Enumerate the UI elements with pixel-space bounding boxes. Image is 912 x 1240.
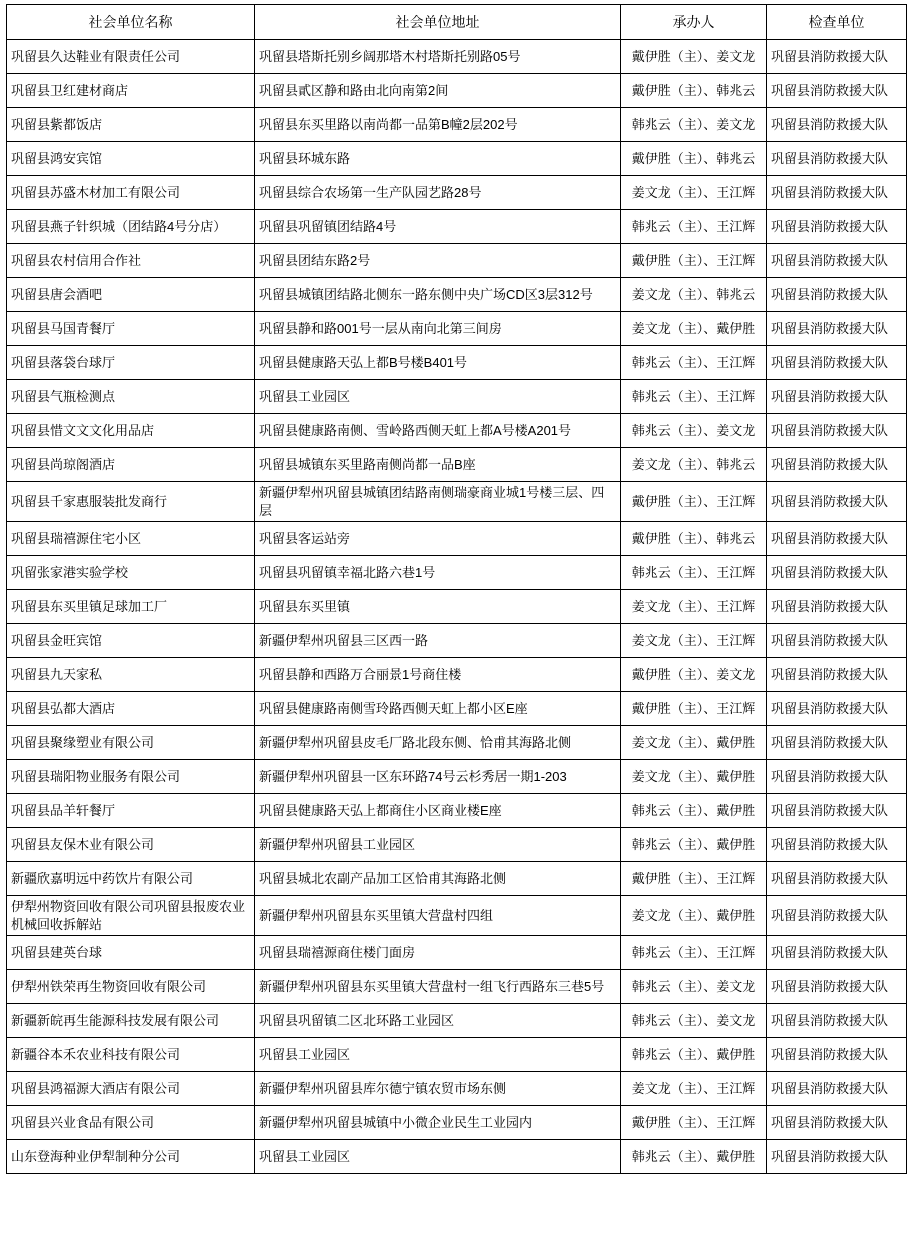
- cell-unit-address: 巩留县东买里镇: [255, 590, 621, 624]
- column-header-unit-name: 社会单位名称: [7, 5, 255, 40]
- cell-unit-address: 新疆伊犁州巩留县皮毛厂路北段东侧、恰甫其海路北侧: [255, 726, 621, 760]
- cell-handler: 姜文龙（主）、王江辉: [621, 1072, 767, 1106]
- cell-unit-address: 新疆伊犁州巩留县工业园区: [255, 828, 621, 862]
- cell-unit-address: 巩留县健康路天弘上都商住小区商业楼E座: [255, 794, 621, 828]
- table-row: [7, 74, 907, 108]
- table-row: [7, 522, 907, 556]
- inspection-units-table: [6, 4, 907, 1174]
- cell-inspection-unit: 巩留县消防救援大队: [767, 556, 907, 590]
- cell-unit-name: 巩留县卫红建材商店: [7, 74, 255, 108]
- cell-handler: 姜文龙（主）、王江辉: [621, 176, 767, 210]
- cell-unit-name: 巩留县瑞禧源住宅小区: [7, 522, 255, 556]
- table-header: [7, 5, 907, 40]
- cell-inspection-unit: 巩留县消防救援大队: [767, 1072, 907, 1106]
- cell-unit-name: 巩留张家港实验学校: [7, 556, 255, 590]
- cell-unit-name: 巩留县兴业食品有限公司: [7, 1106, 255, 1140]
- cell-inspection-unit: 巩留县消防救援大队: [767, 1004, 907, 1038]
- cell-handler: 韩兆云（主）、王江辉: [621, 936, 767, 970]
- table-row: [7, 380, 907, 414]
- cell-handler: 戴伊胜（主）、姜文龙: [621, 658, 767, 692]
- cell-inspection-unit: 巩留县消防救援大队: [767, 108, 907, 142]
- table-row: [7, 896, 907, 936]
- cell-unit-address: 巩留县东买里路以南尚都一品第B幢2层202号: [255, 108, 621, 142]
- table-row: [7, 40, 907, 74]
- cell-unit-address: 巩留县工业园区: [255, 1140, 621, 1174]
- cell-handler: 戴伊胜（主）、韩兆云: [621, 74, 767, 108]
- cell-handler: 韩兆云（主）、姜文龙: [621, 970, 767, 1004]
- cell-handler: 韩兆云（主）、王江辉: [621, 210, 767, 244]
- cell-unit-address: 巩留县工业园区: [255, 1038, 621, 1072]
- cell-unit-name: 巩留县落袋台球厅: [7, 346, 255, 380]
- cell-unit-address: 巩留县客运站旁: [255, 522, 621, 556]
- table-row: [7, 794, 907, 828]
- cell-handler: 戴伊胜（主）、王江辉: [621, 862, 767, 896]
- cell-inspection-unit: 巩留县消防救援大队: [767, 522, 907, 556]
- cell-unit-name: 巩留县建英台球: [7, 936, 255, 970]
- table-row: [7, 482, 907, 522]
- cell-unit-name: 巩留县鸿福源大酒店有限公司: [7, 1072, 255, 1106]
- table-row: [7, 828, 907, 862]
- cell-unit-address: 新疆伊犁州巩留县东买里镇大营盘村四组: [255, 896, 621, 936]
- cell-handler: 韩兆云（主）、王江辉: [621, 556, 767, 590]
- cell-inspection-unit: 巩留县消防救援大队: [767, 970, 907, 1004]
- cell-unit-address: 新疆伊犁州巩留县城镇团结路南侧瑞豪商业城1号楼三层、四层: [255, 482, 621, 522]
- cell-unit-name: 巩留县瑞阳物业服务有限公司: [7, 760, 255, 794]
- cell-unit-address: 新疆伊犁州巩留县东买里镇大营盘村一组飞行西路东三巷5号: [255, 970, 621, 1004]
- table-row: [7, 1140, 907, 1174]
- table-row: [7, 726, 907, 760]
- table-row: [7, 1038, 907, 1072]
- cell-unit-name: 巩留县九天家私: [7, 658, 255, 692]
- cell-unit-address: 巩留县健康路南侧、雪岭路西侧天虹上都A号楼A201号: [255, 414, 621, 448]
- table-row: [7, 176, 907, 210]
- cell-unit-address: 巩留县貳区静和路由北向南第2间: [255, 74, 621, 108]
- table-row: [7, 244, 907, 278]
- table-row: [7, 108, 907, 142]
- cell-unit-name: 巩留县燕子针织城（团结路4号分店）: [7, 210, 255, 244]
- cell-unit-address: 巩留县静和路001号一层从南向北第三间房: [255, 312, 621, 346]
- table-row: [7, 658, 907, 692]
- cell-unit-name: 巩留县品羊轩餐厅: [7, 794, 255, 828]
- cell-unit-address: 新疆伊犁州巩留县一区东环路74号云杉秀居一期1-203: [255, 760, 621, 794]
- cell-unit-address: 巩留县城镇东买里路南侧尚都一品B座: [255, 448, 621, 482]
- cell-handler: 姜文龙（主）、王江辉: [621, 590, 767, 624]
- cell-unit-name: 巩留县东买里镇足球加工厂: [7, 590, 255, 624]
- table-header-row: [7, 5, 907, 40]
- cell-inspection-unit: 巩留县消防救援大队: [767, 176, 907, 210]
- cell-handler: 姜文龙（主）、戴伊胜: [621, 312, 767, 346]
- cell-unit-name: 新疆新皖再生能源科技发展有限公司: [7, 1004, 255, 1038]
- cell-inspection-unit: 巩留县消防救援大队: [767, 40, 907, 74]
- table-row: [7, 970, 907, 1004]
- cell-unit-address: 巩留县综合农场第一生产队园艺路28号: [255, 176, 621, 210]
- cell-inspection-unit: 巩留县消防救援大队: [767, 448, 907, 482]
- cell-handler: 姜文龙（主）、戴伊胜: [621, 760, 767, 794]
- cell-handler: 戴伊胜（主）、姜文龙: [621, 40, 767, 74]
- table-row: [7, 1004, 907, 1038]
- table-row: [7, 760, 907, 794]
- cell-unit-address: 巩留县城镇团结路北侧东一路东侧中央广场CD区3层312号: [255, 278, 621, 312]
- cell-inspection-unit: 巩留县消防救援大队: [767, 936, 907, 970]
- cell-handler: 韩兆云（主）、戴伊胜: [621, 1038, 767, 1072]
- table-row: [7, 278, 907, 312]
- cell-inspection-unit: 巩留县消防救援大队: [767, 726, 907, 760]
- cell-handler: 姜文龙（主）、韩兆云: [621, 278, 767, 312]
- table-row: [7, 862, 907, 896]
- column-header-handler: 承办人: [621, 5, 767, 40]
- cell-inspection-unit: 巩留县消防救援大队: [767, 1038, 907, 1072]
- column-header-inspection-unit: 检查单位: [767, 5, 907, 40]
- cell-inspection-unit: 巩留县消防救援大队: [767, 896, 907, 936]
- table-row: [7, 936, 907, 970]
- cell-unit-address: 巩留县巩留镇二区北环路工业园区: [255, 1004, 621, 1038]
- table-body: [7, 40, 907, 1174]
- table-row: [7, 692, 907, 726]
- cell-handler: 戴伊胜（主）、韩兆云: [621, 522, 767, 556]
- cell-unit-address: 巩留县环城东路: [255, 142, 621, 176]
- cell-handler: 姜文龙（主）、戴伊胜: [621, 726, 767, 760]
- cell-handler: 韩兆云（主）、戴伊胜: [621, 1140, 767, 1174]
- cell-inspection-unit: 巩留县消防救援大队: [767, 828, 907, 862]
- cell-inspection-unit: 巩留县消防救援大队: [767, 74, 907, 108]
- cell-inspection-unit: 巩留县消防救援大队: [767, 482, 907, 522]
- table-row: [7, 590, 907, 624]
- cell-unit-name: 巩留县气瓶检测点: [7, 380, 255, 414]
- cell-handler: 戴伊胜（主）、王江辉: [621, 244, 767, 278]
- table-row: [7, 624, 907, 658]
- cell-inspection-unit: 巩留县消防救援大队: [767, 346, 907, 380]
- cell-unit-name: 巩留县友保木业有限公司: [7, 828, 255, 862]
- cell-unit-name: 巩留县弘都大酒店: [7, 692, 255, 726]
- cell-handler: 戴伊胜（主）、王江辉: [621, 692, 767, 726]
- table-row: [7, 1072, 907, 1106]
- table-row: [7, 1106, 907, 1140]
- cell-inspection-unit: 巩留县消防救援大队: [767, 692, 907, 726]
- cell-unit-address: 新疆伊犁州巩留县城镇中小微企业民生工业园内: [255, 1106, 621, 1140]
- cell-inspection-unit: 巩留县消防救援大队: [767, 1140, 907, 1174]
- cell-inspection-unit: 巩留县消防救援大队: [767, 312, 907, 346]
- table-row: [7, 210, 907, 244]
- cell-unit-name: 新疆欣嘉明远中药饮片有限公司: [7, 862, 255, 896]
- cell-unit-address: 巩留县工业园区: [255, 380, 621, 414]
- cell-inspection-unit: 巩留县消防救援大队: [767, 1106, 907, 1140]
- cell-unit-address: 巩留县瑞禧源商住楼门面房: [255, 936, 621, 970]
- cell-inspection-unit: 巩留县消防救援大队: [767, 794, 907, 828]
- cell-unit-name: 伊犁州铁荣再生物资回收有限公司: [7, 970, 255, 1004]
- cell-unit-name: 巩留县千家惠服装批发商行: [7, 482, 255, 522]
- cell-handler: 戴伊胜（主）、王江辉: [621, 1106, 767, 1140]
- cell-handler: 姜文龙（主）、戴伊胜: [621, 896, 767, 936]
- cell-unit-address: 巩留县巩留镇幸福北路六巷1号: [255, 556, 621, 590]
- cell-unit-name: 巩留县鸿安宾馆: [7, 142, 255, 176]
- cell-unit-address: 巩留县团结东路2号: [255, 244, 621, 278]
- cell-handler: 韩兆云（主）、姜文龙: [621, 1004, 767, 1038]
- cell-unit-address: 巩留县健康路天弘上都B号楼B401号: [255, 346, 621, 380]
- cell-handler: 韩兆云（主）、王江辉: [621, 346, 767, 380]
- table-row: [7, 448, 907, 482]
- cell-inspection-unit: 巩留县消防救援大队: [767, 624, 907, 658]
- cell-inspection-unit: 巩留县消防救援大队: [767, 760, 907, 794]
- cell-unit-address: 巩留县健康路南侧雪玲路西侧天虹上都小区E座: [255, 692, 621, 726]
- cell-handler: 韩兆云（主）、戴伊胜: [621, 794, 767, 828]
- cell-unit-name: 巩留县久达鞋业有限责任公司: [7, 40, 255, 74]
- cell-unit-name: 巩留县苏盛木材加工有限公司: [7, 176, 255, 210]
- column-header-unit-address: 社会单位地址: [255, 5, 621, 40]
- cell-handler: 韩兆云（主）、姜文龙: [621, 108, 767, 142]
- cell-unit-address: 巩留县巩留镇团结路4号: [255, 210, 621, 244]
- cell-unit-address: 巩留县静和西路万合丽景1号商住楼: [255, 658, 621, 692]
- cell-unit-name: 巩留县唐会酒吧: [7, 278, 255, 312]
- cell-inspection-unit: 巩留县消防救援大队: [767, 658, 907, 692]
- cell-unit-name: 巩留县紫都饭店: [7, 108, 255, 142]
- cell-unit-name: 巩留县金旺宾馆: [7, 624, 255, 658]
- table-row: [7, 556, 907, 590]
- cell-unit-name: 巩留县聚缘塑业有限公司: [7, 726, 255, 760]
- cell-inspection-unit: 巩留县消防救援大队: [767, 414, 907, 448]
- table-row: [7, 346, 907, 380]
- table-row: [7, 312, 907, 346]
- cell-inspection-unit: 巩留县消防救援大队: [767, 590, 907, 624]
- cell-unit-address: 巩留县城北农副产品加工区恰甫其海路北侧: [255, 862, 621, 896]
- cell-handler: 戴伊胜（主）、王江辉: [621, 482, 767, 522]
- cell-handler: 姜文龙（主）、王江辉: [621, 624, 767, 658]
- cell-unit-name: 巩留县马国青餐厅: [7, 312, 255, 346]
- cell-unit-name: 巩留县尚琼阁酒店: [7, 448, 255, 482]
- cell-inspection-unit: 巩留县消防救援大队: [767, 380, 907, 414]
- table-row: [7, 414, 907, 448]
- cell-inspection-unit: 巩留县消防救援大队: [767, 278, 907, 312]
- cell-unit-name: 巩留县农村信用合作社: [7, 244, 255, 278]
- cell-unit-address: 新疆伊犁州巩留县库尔德宁镇农贸市场东侧: [255, 1072, 621, 1106]
- cell-unit-name: 新疆谷本禾农业科技有限公司: [7, 1038, 255, 1072]
- cell-inspection-unit: 巩留县消防救援大队: [767, 210, 907, 244]
- cell-handler: 韩兆云（主）、王江辉: [621, 380, 767, 414]
- cell-unit-address: 新疆伊犁州巩留县三区西一路: [255, 624, 621, 658]
- cell-unit-address: 巩留县塔斯托别乡阔那塔木村塔斯托别路05号: [255, 40, 621, 74]
- cell-handler: 姜文龙（主）、韩兆云: [621, 448, 767, 482]
- cell-inspection-unit: 巩留县消防救援大队: [767, 244, 907, 278]
- cell-unit-name: 伊犁州物资回收有限公司巩留县报废农业机械回收拆解站: [7, 896, 255, 936]
- cell-unit-name: 山东登海种业伊犁制种分公司: [7, 1140, 255, 1174]
- cell-handler: 韩兆云（主）、姜文龙: [621, 414, 767, 448]
- table-row: [7, 142, 907, 176]
- cell-handler: 戴伊胜（主）、韩兆云: [621, 142, 767, 176]
- cell-unit-name: 巩留县惜文文文化用品店: [7, 414, 255, 448]
- cell-handler: 韩兆云（主）、戴伊胜: [621, 828, 767, 862]
- cell-inspection-unit: 巩留县消防救援大队: [767, 862, 907, 896]
- cell-inspection-unit: 巩留县消防救援大队: [767, 142, 907, 176]
